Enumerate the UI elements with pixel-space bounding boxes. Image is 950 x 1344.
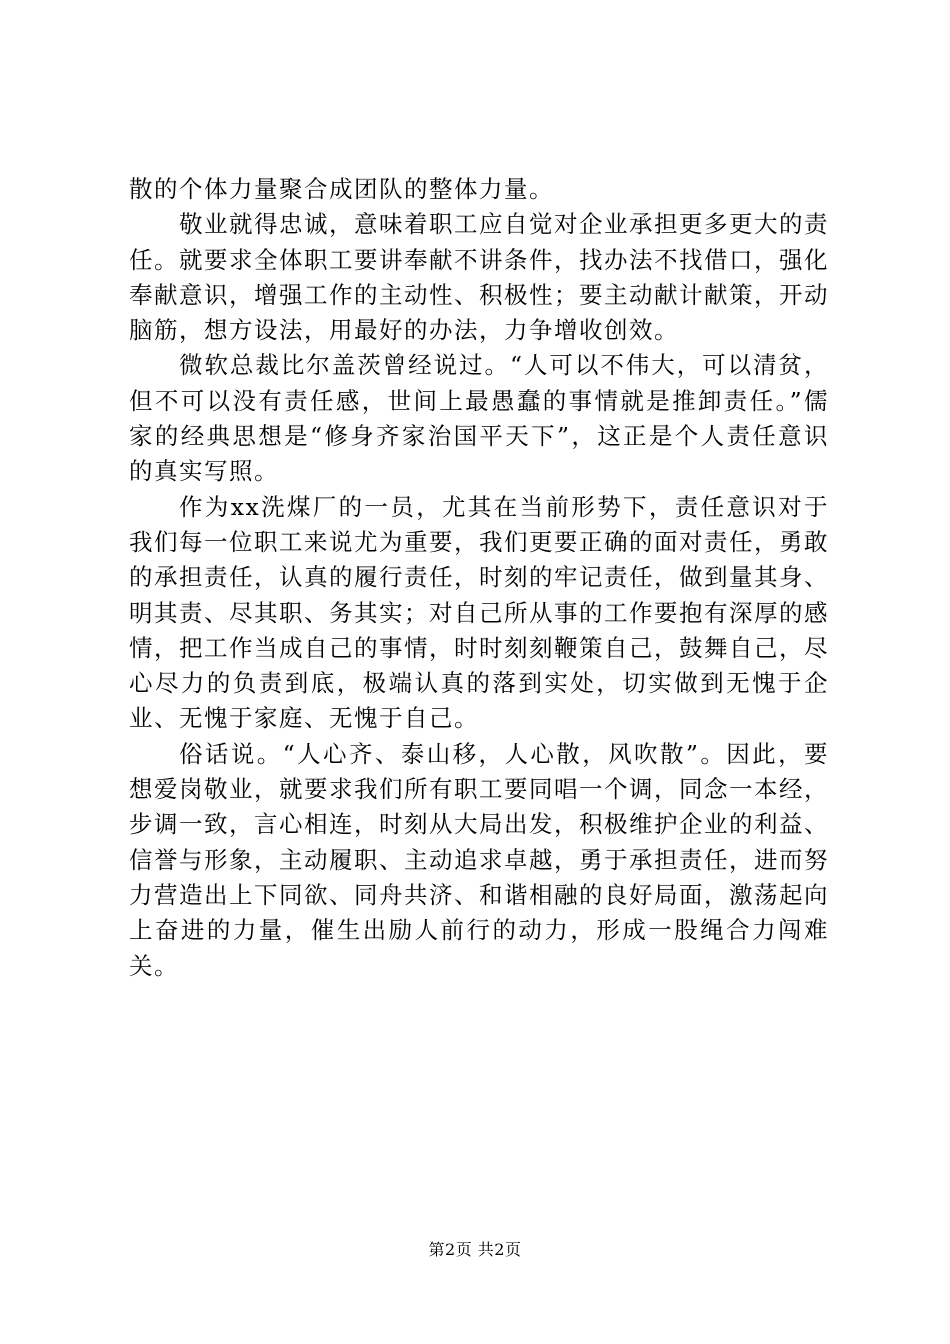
paragraph-4: 作为xx洗煤厂的一员，尤其在当前形势下，责任意识对于我们每一位职工来说尤为重要，我们更要正确的面对责任，勇敢的承担责任，认真的履行责任，时刻的牢记责任，做到量其身、明其责、尽其职、务其实；对自己所从事的工作要抱有深厚的感情，把工作当成自己的事情，时时刻刻鞭策自己，鼓舞自己，尽心尽力的负责到底，极端认真的落到实处，切实做到无愧于企业、无愧于家庭、无愧于自己。 xyxy=(129,492,829,733)
paragraph-2: 敬业就得忠诚，意味着职工应自觉对企业承担更多更大的责任。就要求全体职工要讲奉献不讲条件，找办法不找借口，强化奉献意识，增强工作的主动性、积极性；要主动献计献策，开动脑筋，想方设法，用最好的办法，力争增收创效。 xyxy=(129,210,829,345)
paragraph-1: 散的个体力量聚合成团队的整体力量。 xyxy=(129,175,554,203)
paragraph-3: 微软总裁比尔盖茨曾经说过。“人可以不伟大，可以清贫，但不可以没有责任感，世间上最愚蠢的事情就是推卸责任。”儒家的经典思想是“修身齐家治国平天下”，这正是个人责任意识的真实写照。 xyxy=(129,351,829,486)
page-footer: 第2页 共2页 xyxy=(428,1240,522,1259)
paragraph-5: 俗话说。“人心齐、泰山移，人心散，风吹散”。因此，要想爱岗敬业，就要求我们所有职工要同唱一个调，同念一本经，步调一致，言心相连，时刻从大局出发，积极维护企业的利益、信誉与形象，主动履职、主动追求卓越，勇于承担责任，进而努力营造出上下同欲、同舟共济、和谐相融的良好局面，激荡起向上奋进的力量，催生出励人前行的动力，形成一股绳合力闯难关。 xyxy=(129,739,829,980)
document-body xyxy=(129,172,829,984)
